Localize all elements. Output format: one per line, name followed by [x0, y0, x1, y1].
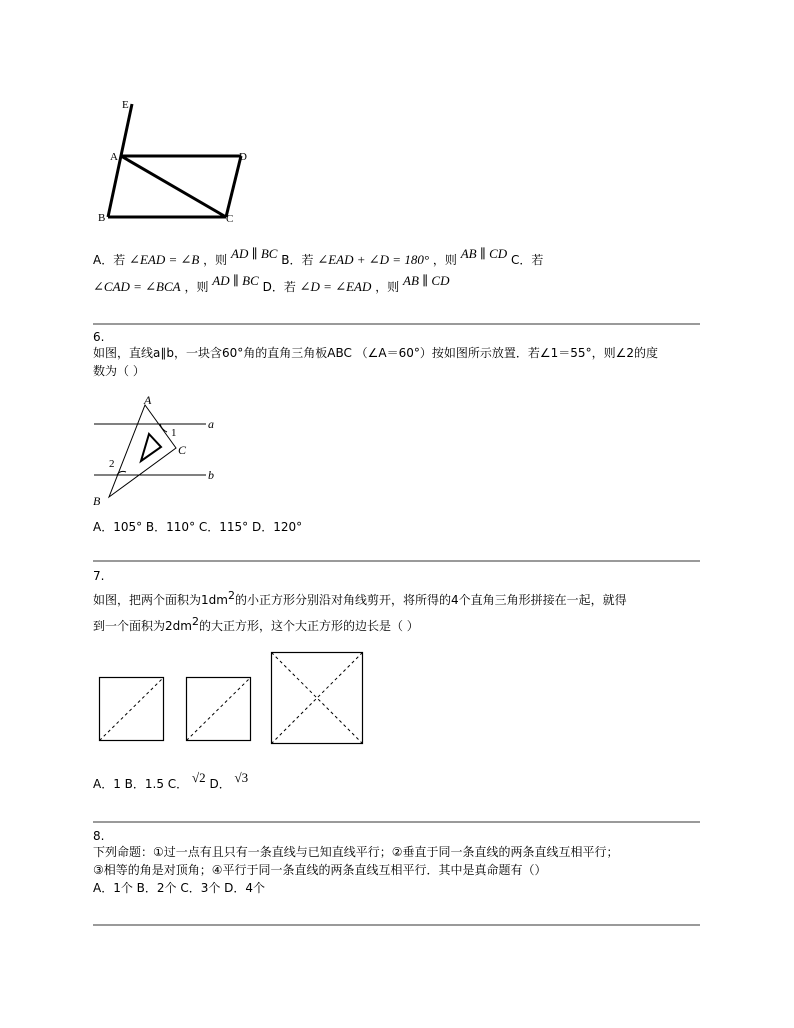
q6-options: A．105° B．110° C．115° D．120° [93, 520, 303, 534]
q5-figure [95, 92, 270, 232]
line-ac [121, 156, 226, 217]
q7-option-c-value: √2 [192, 770, 206, 785]
divider [93, 924, 700, 926]
q5-option-d-condition: ∠D = ∠EAD [299, 279, 372, 294]
q5-option-c-condition: ∠CAD = ∠BCA [93, 279, 181, 294]
label-a: A [110, 151, 118, 163]
q5-option-d: D．若 [262, 280, 296, 294]
q7-stem-line2 [93, 612, 419, 636]
q5-then-2: ，则 [432, 253, 457, 267]
label-2: 2 [109, 458, 115, 470]
q7-superscript-1: 2 [227, 589, 235, 602]
q5-option-c: C．若 [510, 253, 544, 267]
q5-option-c-conclusion: AD ∥ BC [212, 273, 259, 288]
q7-number: 7. [93, 569, 105, 583]
q7-options-ab: A．1 B．1.5 C． [93, 777, 189, 791]
q5-option-a-condition: ∠EAD = ∠B [129, 252, 200, 267]
triangle-inner [141, 434, 161, 461]
q6-stem-line1: 如图，直线a∥b，一块含60°角的直角三角板ABC （∠A＝60°）按如图所示放置．若∠1＝55°，则∠2的度 [93, 346, 658, 360]
q5-options-line1 [93, 246, 544, 270]
q5-option-a: A．若 [93, 253, 126, 267]
q8-number: 8. [93, 829, 105, 843]
divider [93, 323, 700, 325]
label-1: 1 [171, 427, 177, 439]
q7-option-d-value: √3 [234, 770, 249, 785]
q7-stem-1b: 的小正方形分别沿对角线剪开，将所得的4个直角三角形拼接在一起，就得 [234, 593, 627, 607]
q7-stem-1a: 如图，把两个面积为1dm [93, 593, 228, 607]
label-a-vertex: A [144, 393, 152, 407]
q7-stem-2a: 到一个面积为2dm [93, 619, 192, 633]
q5-options-line2 [93, 273, 450, 297]
q6-number: 6. [93, 330, 105, 344]
small-square-2-diagonal [187, 678, 251, 741]
label-b-vertex: B [93, 494, 101, 508]
divider [93, 560, 700, 562]
label-line-b: b [208, 468, 214, 482]
label-c-vertex: C [178, 443, 187, 457]
q5-then-1: ，则 [203, 253, 228, 267]
label-e: E [122, 99, 129, 111]
q5-option-a-conclusion: AD ∥ BC [231, 246, 278, 261]
q5-option-b-condition: ∠EAD + ∠D = 180° [317, 252, 430, 267]
q7-option-d: D． [209, 777, 231, 791]
q7-stem-2b: 的大正方形，这个大正方形的边长是（ ） [198, 619, 419, 633]
q5-then-3: ，则 [184, 280, 209, 294]
divider [93, 821, 700, 823]
label-c: C [226, 213, 234, 225]
q5-option-b: B．若 [281, 253, 314, 267]
q5-option-b-conclusion: AB ∥ CD [460, 246, 508, 261]
small-square-1-diagonal [100, 678, 164, 741]
q7-figure [95, 648, 370, 748]
label-line-a: a [208, 417, 214, 431]
q5-then-4: ，则 [375, 280, 400, 294]
q8-options: A．1个 B．2个 C．3个 D．4个 [93, 881, 266, 895]
q7-stem-line1 [93, 586, 627, 610]
triangle-outer [109, 405, 176, 497]
label-d: D [239, 151, 247, 163]
label-b: B [98, 212, 106, 224]
q8-stem-line2: ③相等的角是对顶角；④平行于同一条直线的两条直线互相平行．其中是真命题有（） [93, 863, 547, 877]
q7-superscript-2: 2 [191, 615, 199, 628]
q6-figure [90, 392, 230, 510]
q8-stem-line1: 下列命题：①过一点有且只有一条直线与已知直线平行；②垂直于同一条直线的两条直线互相平行； [93, 845, 619, 859]
q7-options [93, 770, 249, 794]
q6-stem-line2: 数为（ ） [93, 364, 145, 378]
q5-option-d-conclusion: AB ∥ CD [403, 273, 450, 288]
line-dc [226, 156, 241, 217]
